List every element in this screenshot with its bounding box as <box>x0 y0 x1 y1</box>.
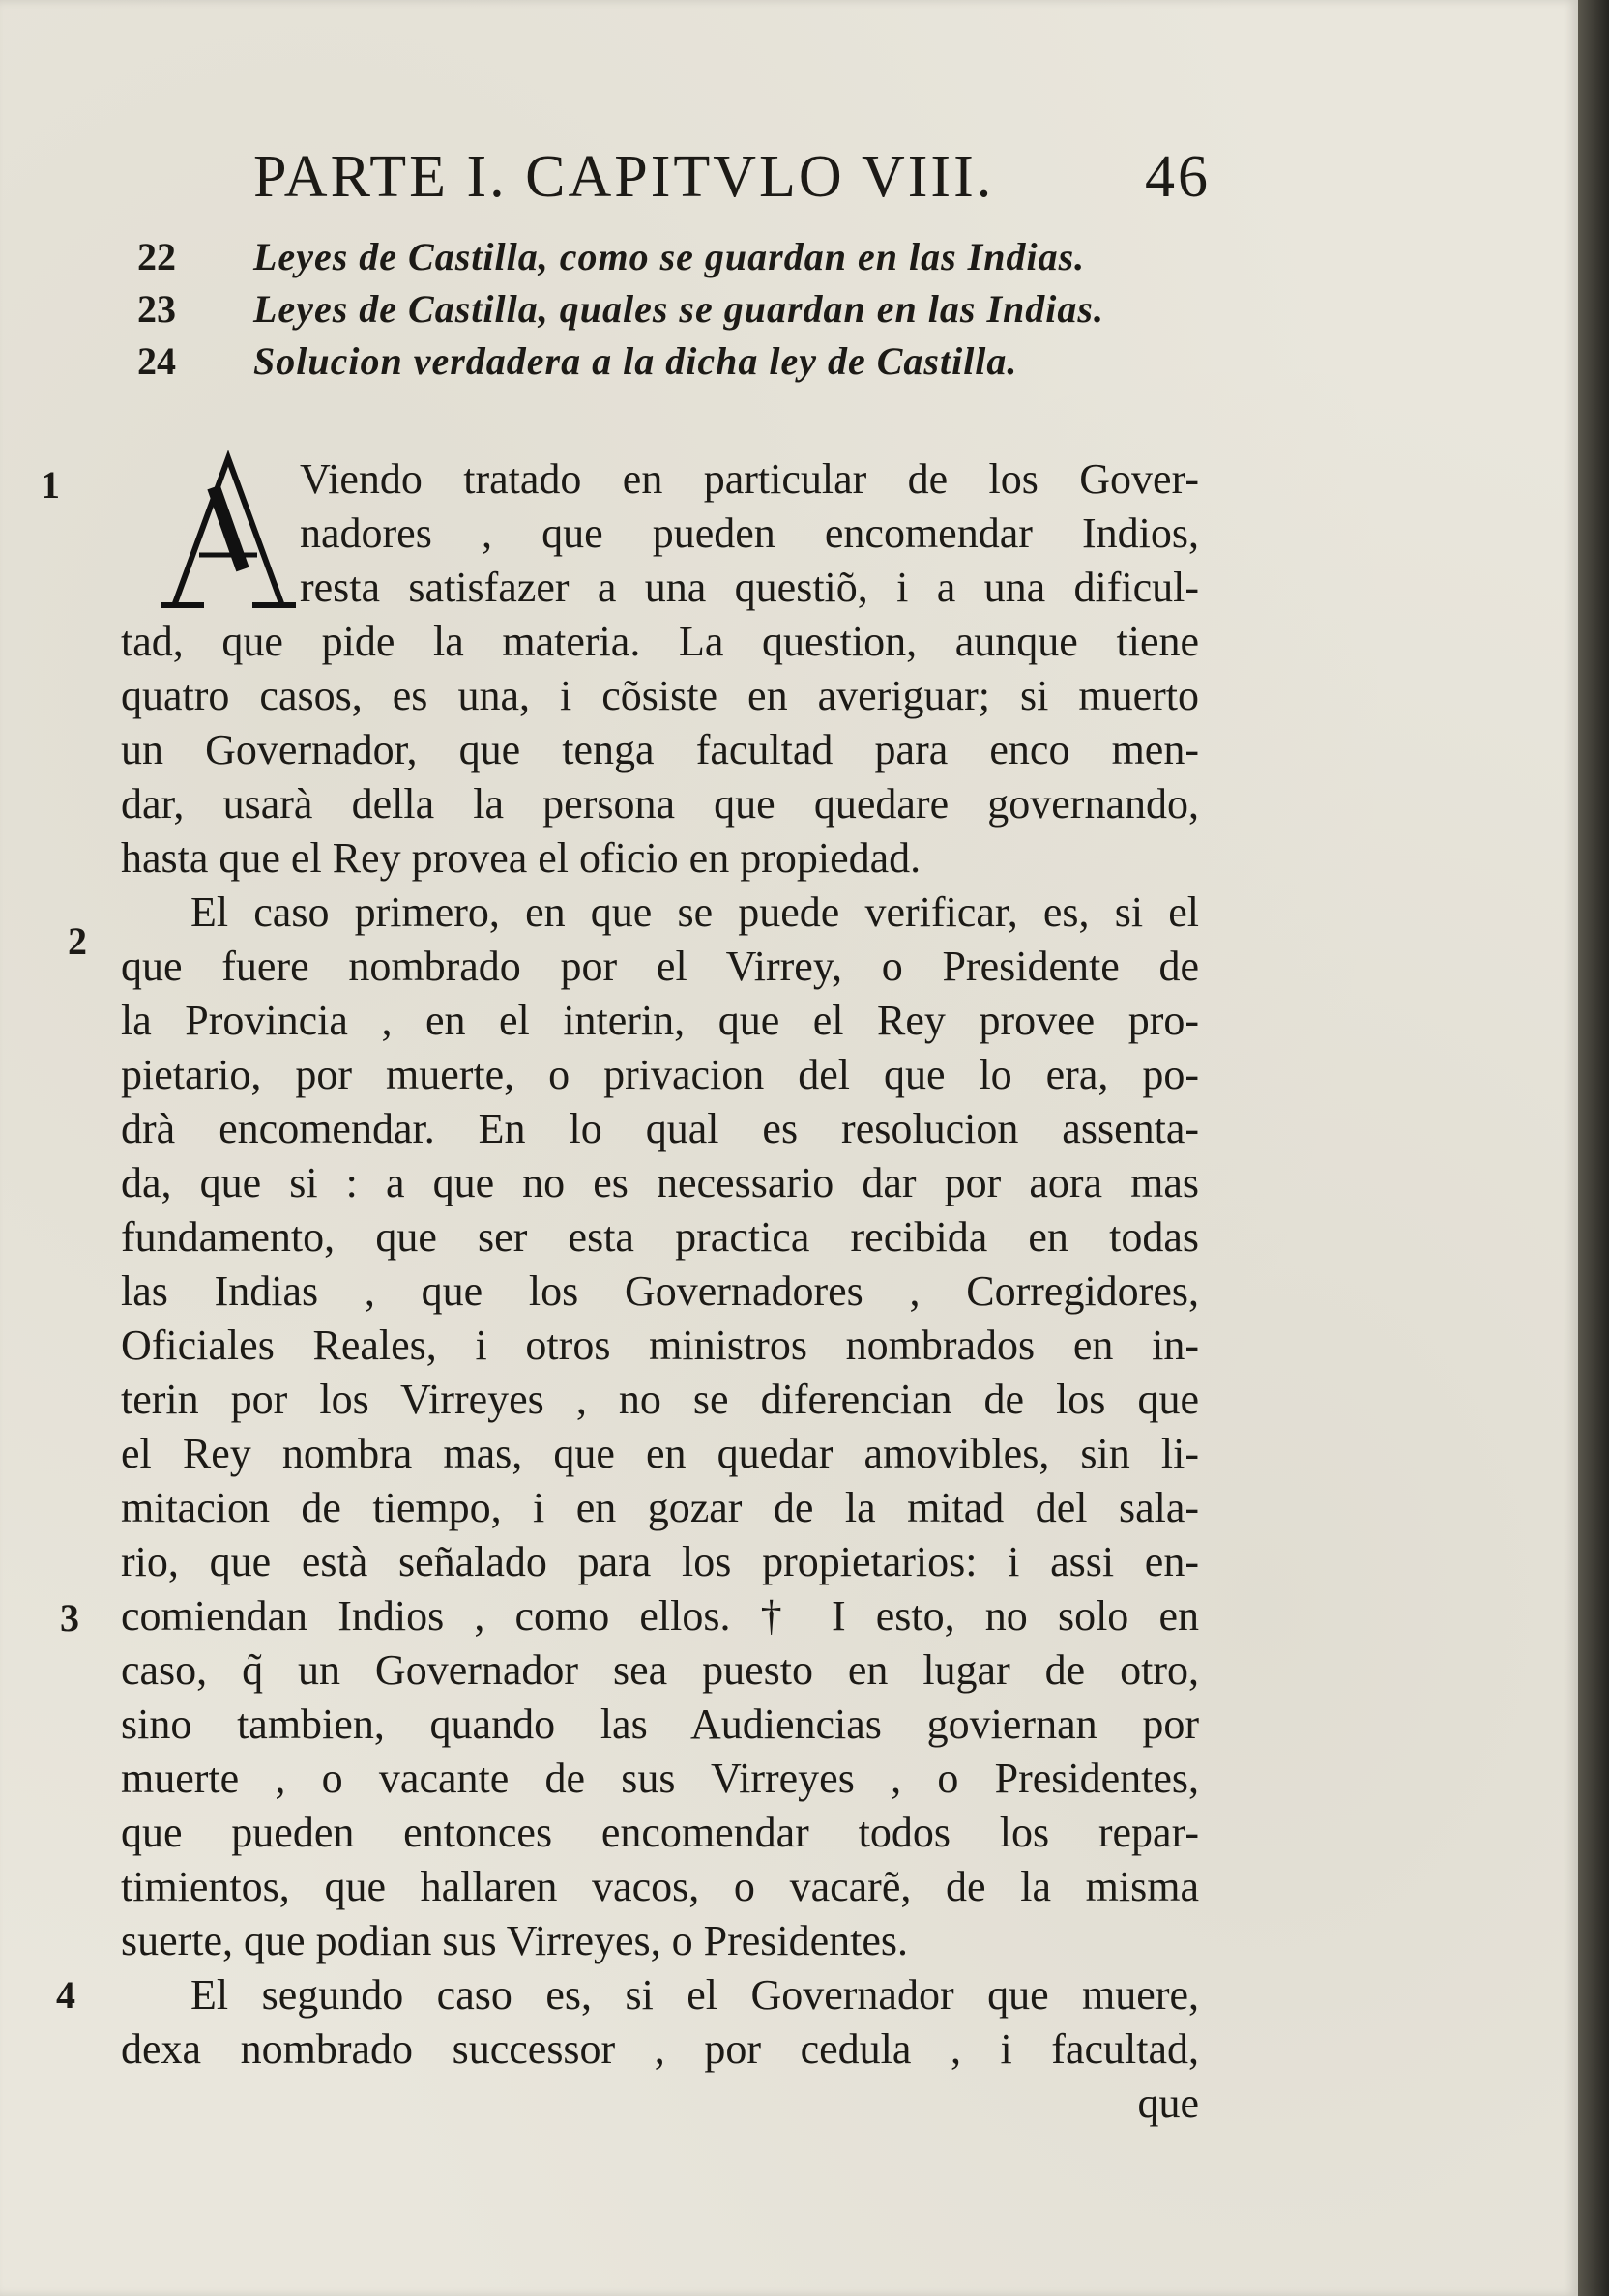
text-line: comiendan Indios , como ellos. † I esto, no solo en <box>121 1592 1199 1640</box>
text-line: terin por los Virreyes , no se diferencian de los que <box>121 1376 1199 1423</box>
chapter-summary <box>137 234 1201 391</box>
text-line: pietario, por muerte, o privacion del que lo era, po- <box>121 1051 1199 1098</box>
text-line: Oficiales Reales, i otros ministros nombrados en in- <box>121 1322 1199 1369</box>
margin-number: 1 <box>41 463 60 507</box>
text-line: sino tambien, quando las Audiencias goviernan por <box>121 1700 1199 1748</box>
text-line: que fuere nombrado por el Virrey, o Presidente de <box>121 943 1199 990</box>
summary-item <box>137 286 1201 338</box>
text-line: tad, que pide la materia. La question, aunque tiene <box>121 618 1199 665</box>
running-title: PARTE I. CAPITVLO VIII. <box>253 144 995 210</box>
text-line: El segundo caso es, si el Governador que muere, <box>190 1971 1199 2019</box>
text-line: drà encomendar. En lo qual es resolucion assenta- <box>121 1105 1199 1152</box>
summary-text: Leyes de Castilla, quales se guardan en las Indias. <box>253 287 1104 331</box>
text-line: caso, q̃ un Governador sea puesto en lugar de otro, <box>121 1646 1199 1694</box>
margin-number: 4 <box>56 1973 75 2017</box>
text-line: las Indias , que los Governadores , Corregidores, <box>121 1267 1199 1315</box>
text-line: fundamento, que ser esta practica recibida en todas <box>121 1213 1199 1261</box>
text-line: quatro casos, es una, i cõsiste en averiguar; si muerto <box>121 672 1199 719</box>
drop-cap <box>156 449 301 613</box>
catchword: que <box>1137 2079 1199 2127</box>
text-line: que pueden entonces encomendar todos los repar- <box>121 1809 1199 1856</box>
summary-text: Leyes de Castilla, como se guardan en las Indias. <box>253 235 1086 278</box>
text-line: un Governador, que tenga facultad para enco men- <box>121 726 1199 773</box>
summary-number: 22 <box>137 235 176 278</box>
text-line: resta satisfazer a una questiõ, i a una dificul- <box>300 564 1199 611</box>
text-line: dar, usarà della la persona que quedare governando, <box>121 780 1199 828</box>
text-line: da, que si : a que no es necessario dar por aora mas <box>121 1159 1199 1206</box>
summary-text: Solucion verdadera a la dicha ley de Castilla. <box>253 339 1018 383</box>
book-spine-edge <box>1578 0 1609 2296</box>
margin-number: 2 <box>68 919 87 963</box>
text-line: hasta que el Rey provea el oficio en propiedad. <box>121 834 922 882</box>
text-line: rio, que està señalado para los propietarios: i assi en- <box>121 1538 1199 1585</box>
text-line: el Rey nombra mas, que en quedar amovibles, sin li- <box>121 1430 1199 1477</box>
text-line: mitacion de tiempo, i en gozar de la mitad del sala- <box>121 1484 1199 1531</box>
text-line: muerte , o vacante de sus Virreyes , o Presidentes, <box>121 1755 1199 1802</box>
text-line: dexa nombrado successor , por cedula , i facultad, <box>121 2025 1199 2073</box>
running-header <box>253 143 1211 211</box>
text-line: la Provincia , en el interin, que el Rey provee pro- <box>121 997 1199 1044</box>
summary-number: 24 <box>137 339 176 383</box>
body-text <box>121 452 1199 2131</box>
summary-item <box>137 234 1201 286</box>
text-line: nadores , que pueden encomendar Indios, <box>300 509 1199 557</box>
text-line: timientos, que hallaren vacos, o vacarẽ, de la misma <box>121 1863 1199 1910</box>
text-line: Viendo tratado en particular de los Gover- <box>300 455 1199 503</box>
summary-item <box>137 338 1201 391</box>
text-line: suerte, que podian sus Virreyes, o Presidentes. <box>121 1917 909 1964</box>
margin-number: 3 <box>60 1596 79 1640</box>
folio-number: 46 <box>1145 144 1211 210</box>
summary-number: 23 <box>137 287 176 331</box>
text-line: El caso primero, en que se puede verificar, es, si el <box>190 888 1199 936</box>
